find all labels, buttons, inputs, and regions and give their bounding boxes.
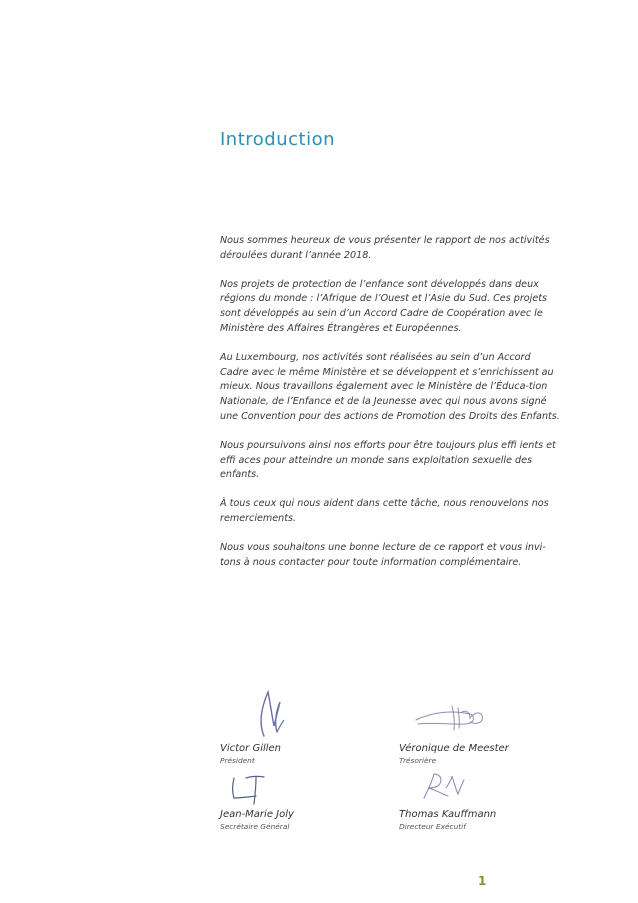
signature-victor-gillen <box>228 688 308 740</box>
signatory-role: Trésorière <box>399 756 437 765</box>
signatory-role: Secrétaire Général <box>220 822 290 831</box>
paragraph: Nos projets de protection de l’enfance sont développés dans deux régions du monde : l’Afrique de l’Ouest et l’Asie du Sud. Ces projets sont développés au sein d’un Accord Cadre de Coopération avec le Ministère des Affaires Étrangères et Européennes. <box>220 278 547 334</box>
signatory-name: Jean-Marie Joly <box>220 809 294 820</box>
signatory-name: Thomas Kauffmann <box>399 809 497 820</box>
signatory-name: Véronique de Meester <box>399 743 509 754</box>
paragraph: À tous ceux qui nous aident dans cette tâche, nous renouvelons nos remerciements. <box>220 498 549 524</box>
page-number: 1 <box>478 874 487 888</box>
signatory-role: Directeur Exécutif <box>399 822 466 831</box>
signatory-victor-gillen <box>220 742 281 767</box>
signatory-veronique-de-meester <box>399 742 509 767</box>
signatory-thomas-kauffmann <box>399 808 496 833</box>
paragraph: Nous sommes heureux de vous présenter le rapport de nos activités déroulées durant l’année 2018. <box>220 235 550 261</box>
signatory-name: Victor Gillen <box>220 743 282 754</box>
page-title: Introduction <box>220 129 336 150</box>
paragraph: Au Luxembourg, nos activités sont réalisées au sein d’un Accord Cadre avec le même Ministère et se développent et s’enrichissent au mieux. Nous travaillons également avec le Ministère de l’Éduca-tion Nationale, de l’Enfance et de la Jeunesse avec qui nous avons signé une Convention pour des actions de Promotion des Droits des Enfants. <box>220 351 560 422</box>
paragraph: Nous poursuivons ainsi nos efforts pour être toujours plus effi ients et effi aces pour atteindre un monde sans exploitation sexuelle des enfants. <box>220 439 556 481</box>
signatory-role: Président <box>220 756 255 765</box>
signatory-jean-marie-joly <box>220 808 294 833</box>
intro-body <box>220 234 562 584</box>
signature-jean-marie-joly <box>226 770 276 806</box>
signature-veronique-de-meester <box>412 700 490 734</box>
paragraph: Nous vous souhaitons une bonne lecture de ce rapport et vous invi-tons à nous contacter pour toute information complémentaire. <box>220 541 546 568</box>
signature-thomas-kauffmann <box>418 768 468 804</box>
